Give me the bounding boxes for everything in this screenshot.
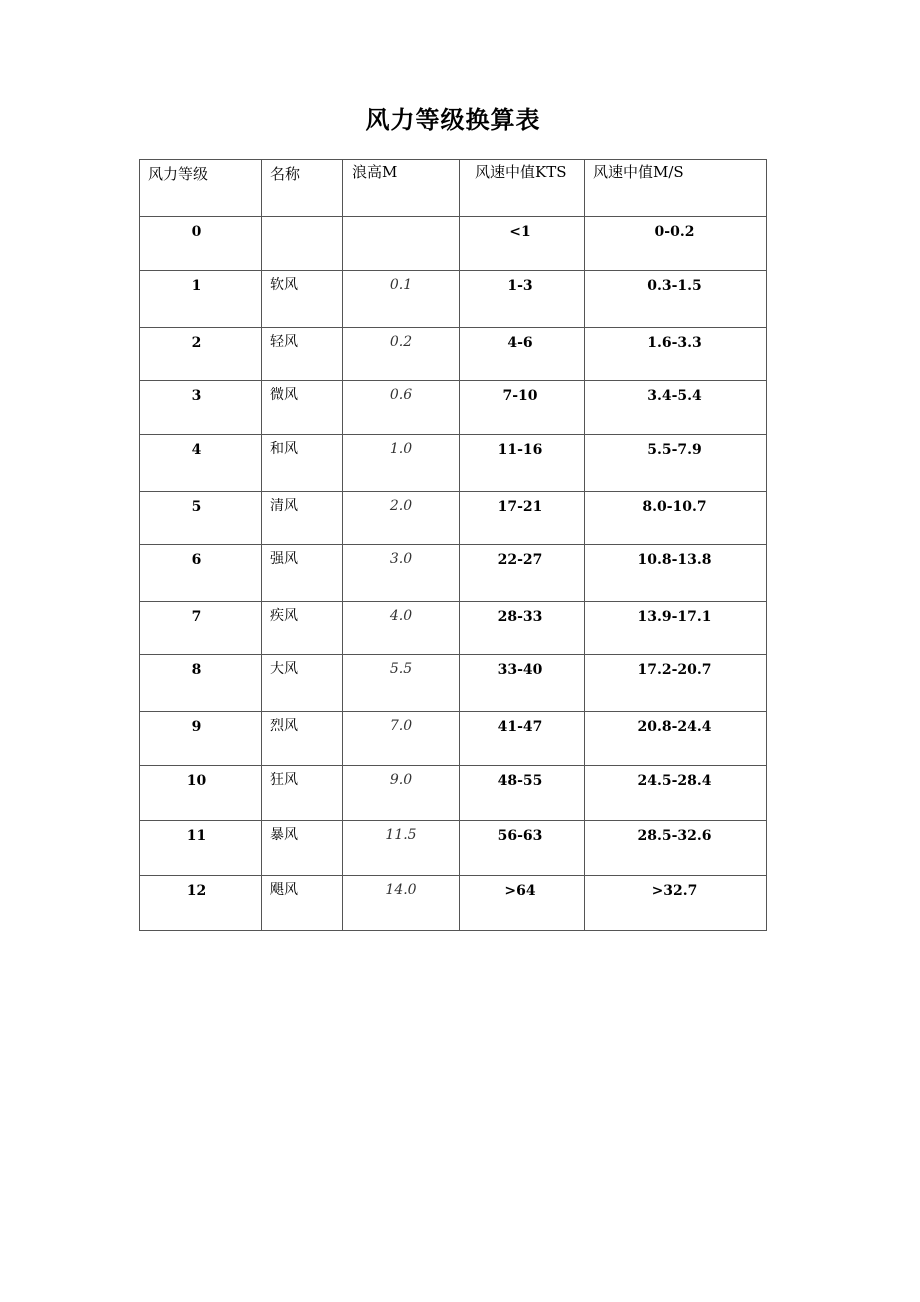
wave-height-cell-value: 0.2	[389, 334, 413, 350]
table-row	[140, 712, 767, 766]
name-cell	[262, 492, 343, 545]
name-cell	[262, 766, 343, 821]
speed-kts-cell	[460, 381, 585, 435]
speed-kts-cell	[460, 876, 585, 931]
header-grade	[140, 160, 262, 217]
speed-ms-cell	[585, 271, 767, 328]
name-cell	[262, 435, 343, 492]
wind-scale-table	[139, 159, 767, 931]
speed-kts-cell	[460, 217, 585, 271]
grade-cell	[140, 821, 262, 876]
header-grade-label: 风力等级	[148, 165, 209, 183]
speed-kts-cell	[460, 821, 585, 876]
speed-kts-cell-value: 33-40	[497, 662, 543, 678]
speed-ms-cell	[585, 545, 767, 602]
speed-kts-cell-value: 17-21	[497, 499, 543, 515]
table-row	[140, 328, 767, 381]
wave-height-cell	[343, 381, 460, 435]
speed-kts-cell-value: 28-33	[497, 609, 543, 625]
table-row	[140, 602, 767, 655]
grade-cell	[140, 766, 262, 821]
speed-ms-cell	[585, 655, 767, 712]
header-speed-ms	[585, 160, 767, 217]
speed-kts-cell-value: 41-47	[497, 719, 543, 735]
wave-height-cell	[343, 766, 460, 821]
wave-height-cell	[343, 217, 460, 271]
speed-ms-cell-value: 24.5-28.4	[637, 773, 712, 789]
grade-cell-value: 7	[191, 609, 202, 625]
speed-ms-cell	[585, 381, 767, 435]
speed-ms-cell	[585, 492, 767, 545]
table-row	[140, 435, 767, 492]
grade-cell	[140, 271, 262, 328]
speed-kts-cell	[460, 492, 585, 545]
name-cell-value: 狂风	[270, 772, 298, 788]
wave-height-cell-value: 2.0	[389, 498, 413, 514]
name-cell-value: 轻风	[270, 334, 298, 350]
grade-cell-value: 6	[191, 552, 202, 568]
speed-ms-cell-value: 0-0.2	[654, 224, 695, 240]
wave-height-cell	[343, 435, 460, 492]
grade-cell-value: 1	[191, 278, 202, 294]
speed-ms-cell-value: 0.3-1.5	[647, 278, 702, 294]
speed-ms-cell-value: >32.7	[651, 883, 698, 899]
speed-kts-cell	[460, 271, 585, 328]
speed-kts-cell	[460, 602, 585, 655]
speed-kts-cell-value: 1-3	[507, 278, 533, 294]
grade-cell-value: 5	[191, 499, 202, 515]
table-row	[140, 876, 767, 931]
speed-ms-cell-value: 13.9-17.1	[637, 609, 712, 625]
wave-height-cell-value: 0.1	[389, 277, 413, 293]
speed-kts-cell	[460, 545, 585, 602]
grade-cell-value: 3	[191, 388, 202, 404]
wave-height-cell-value: 4.0	[389, 608, 413, 624]
name-cell-value: 强风	[270, 551, 298, 567]
grade-cell	[140, 876, 262, 931]
grade-cell	[140, 655, 262, 712]
header-wave-height-label: 浪高M	[352, 163, 398, 181]
grade-cell-value: 0	[191, 224, 202, 240]
name-cell	[262, 602, 343, 655]
name-cell-value: 和风	[270, 441, 298, 457]
grade-cell-value: 11	[186, 828, 207, 844]
wave-height-cell-value: 14.0	[385, 882, 417, 898]
wave-height-cell-value: 5.5	[389, 661, 413, 677]
table-header-row	[140, 160, 767, 217]
header-name-label: 名称	[270, 165, 301, 183]
wave-height-cell	[343, 602, 460, 655]
name-cell	[262, 217, 343, 271]
speed-kts-cell-value: 48-55	[497, 773, 543, 789]
name-cell-value: 飓风	[270, 882, 298, 898]
grade-cell	[140, 381, 262, 435]
grade-cell-value: 10	[186, 773, 207, 789]
table-row	[140, 217, 767, 271]
speed-kts-cell-value: 11-16	[497, 442, 543, 458]
speed-ms-cell-value: 3.4-5.4	[647, 388, 702, 404]
wave-height-cell-value: 7.0	[389, 718, 413, 734]
name-cell	[262, 712, 343, 766]
wave-height-cell	[343, 876, 460, 931]
wave-height-cell	[343, 821, 460, 876]
grade-cell-value: 9	[191, 719, 202, 735]
speed-ms-cell	[585, 876, 767, 931]
speed-kts-cell-value: <1	[509, 224, 531, 240]
wave-height-cell	[343, 492, 460, 545]
speed-ms-cell-value: 8.0-10.7	[642, 499, 707, 515]
grade-cell	[140, 602, 262, 655]
grade-cell	[140, 492, 262, 545]
grade-cell	[140, 545, 262, 602]
name-cell-value: 疾风	[270, 608, 298, 624]
speed-ms-cell	[585, 712, 767, 766]
name-cell-value: 微风	[270, 387, 298, 403]
wave-height-cell	[343, 712, 460, 766]
name-cell	[262, 876, 343, 931]
header-speed-kts	[460, 160, 585, 217]
speed-kts-cell-value: 56-63	[497, 828, 543, 844]
header-name	[262, 160, 343, 217]
speed-kts-cell-value: 22-27	[497, 552, 543, 568]
table-row	[140, 545, 767, 602]
speed-kts-cell-value: 7-10	[502, 388, 538, 404]
wave-height-cell-value: 11.5	[385, 827, 417, 843]
speed-ms-cell	[585, 821, 767, 876]
speed-ms-cell	[585, 328, 767, 381]
name-cell-value: 暴风	[270, 827, 298, 843]
wave-height-cell-value	[343, 217, 459, 224]
table-row	[140, 381, 767, 435]
speed-kts-cell	[460, 655, 585, 712]
grade-cell-value: 12	[186, 883, 207, 899]
speed-ms-cell-value: 5.5-7.9	[647, 442, 702, 458]
speed-ms-cell	[585, 766, 767, 821]
name-cell	[262, 381, 343, 435]
page-title: 风力等级换算表	[365, 105, 541, 134]
header-speed-kts-label: 风速中值KTS	[475, 163, 567, 181]
name-cell	[262, 328, 343, 381]
table-row	[140, 271, 767, 328]
grade-cell	[140, 328, 262, 381]
grade-cell-value: 4	[191, 442, 202, 458]
speed-ms-cell-value: 28.5-32.6	[637, 828, 712, 844]
speed-ms-cell-value: 20.8-24.4	[637, 719, 712, 735]
speed-kts-cell-value: 4-6	[507, 335, 533, 351]
wave-height-cell	[343, 655, 460, 712]
speed-ms-cell	[585, 602, 767, 655]
table-row	[140, 655, 767, 712]
name-cell	[262, 821, 343, 876]
table-row	[140, 821, 767, 876]
grade-cell	[140, 435, 262, 492]
speed-kts-cell	[460, 435, 585, 492]
name-cell-value: 清风	[270, 498, 298, 514]
header-speed-ms-label: 风速中值M/S	[593, 163, 684, 181]
speed-ms-cell-value: 17.2-20.7	[637, 662, 712, 678]
header-wave-height	[343, 160, 460, 217]
name-cell-value: 烈风	[270, 718, 298, 734]
name-cell-value	[262, 217, 342, 224]
name-cell-value: 大风	[270, 661, 298, 677]
name-cell	[262, 271, 343, 328]
wave-height-cell	[343, 271, 460, 328]
wave-height-cell-value: 3.0	[389, 551, 413, 567]
speed-kts-cell-value: >64	[504, 883, 536, 899]
table-row	[140, 492, 767, 545]
wave-height-cell-value: 9.0	[389, 772, 413, 788]
speed-ms-cell	[585, 217, 767, 271]
speed-kts-cell	[460, 328, 585, 381]
wave-height-cell-value: 0.6	[389, 387, 413, 403]
name-cell-value: 软风	[270, 277, 298, 293]
speed-ms-cell-value: 10.8-13.8	[637, 552, 712, 568]
name-cell	[262, 545, 343, 602]
grade-cell	[140, 712, 262, 766]
grade-cell-value: 8	[191, 662, 202, 678]
wave-height-cell	[343, 545, 460, 602]
name-cell	[262, 655, 343, 712]
speed-ms-cell	[585, 435, 767, 492]
speed-kts-cell	[460, 766, 585, 821]
wave-height-cell	[343, 328, 460, 381]
grade-cell	[140, 217, 262, 271]
speed-ms-cell-value: 1.6-3.3	[647, 335, 702, 351]
speed-kts-cell	[460, 712, 585, 766]
grade-cell-value: 2	[191, 335, 202, 351]
wave-height-cell-value: 1.0	[389, 441, 413, 457]
table-row	[140, 766, 767, 821]
